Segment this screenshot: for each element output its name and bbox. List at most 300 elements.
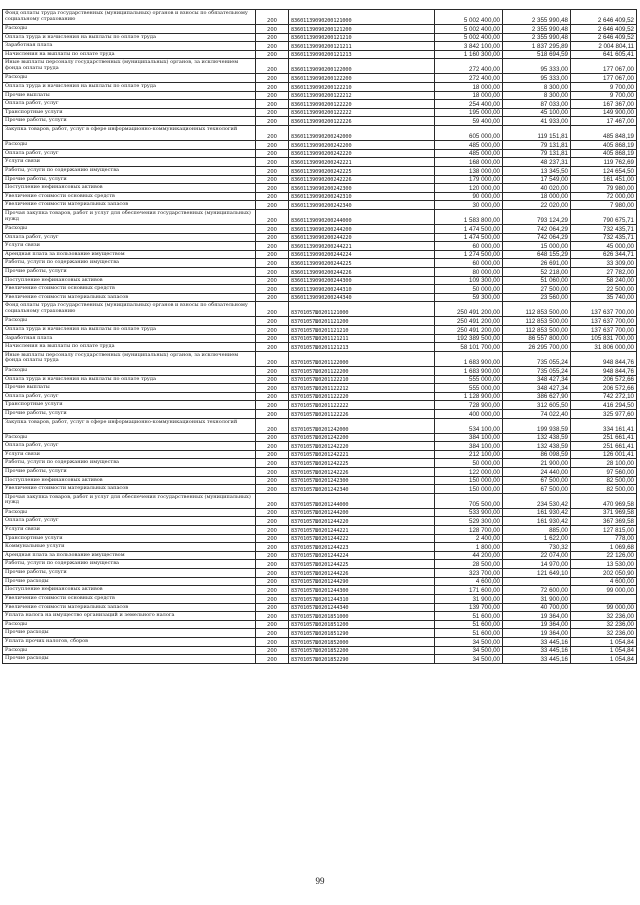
line-code-cell: 200 (256, 209, 289, 224)
executed-amount-cell: 348 427,34 (503, 375, 571, 384)
approved-amount-cell: 51 600,00 (435, 629, 503, 638)
unexecuted-amount-cell: 251 661,41 (571, 442, 637, 451)
approved-amount-cell: 272 400,00 (435, 59, 503, 74)
executed-amount-cell: 21 900,00 (503, 459, 571, 468)
line-code-cell: 200 (256, 375, 289, 384)
line-code-cell: 200 (256, 59, 289, 74)
unexecuted-amount-cell: 206 572,66 (571, 384, 637, 393)
table-row (3, 620, 637, 629)
table-row (3, 603, 637, 612)
executed-amount-cell: 22 020,00 (503, 201, 571, 210)
table-row (3, 25, 637, 34)
item-name-cell: Прочие работы, услуги (3, 117, 256, 126)
classification-code-cell: 83701057Ш0201244220 (289, 517, 435, 526)
line-code-cell: 200 (256, 560, 289, 569)
classification-code-cell: 83701057Ш0201244221 (289, 526, 435, 535)
executed-amount-cell: 86 098,59 (503, 450, 571, 459)
table-row (3, 401, 637, 410)
classification-code-cell: 83601139090200244000 (289, 209, 435, 224)
item-name-cell: Расходы (3, 646, 256, 655)
classification-code-cell: 83701057Ш0201122226 (289, 409, 435, 418)
table-row (3, 74, 637, 83)
approved-amount-cell: 1 274 500,00 (435, 250, 503, 259)
approved-amount-cell: 138 000,00 (435, 166, 503, 175)
classification-code-cell: 83701057Ш0201122200 (289, 366, 435, 375)
unexecuted-amount-cell: 32 236,00 (571, 620, 637, 629)
item-name-cell: Прочие работы, услуги (3, 409, 256, 418)
line-code-cell: 200 (256, 450, 289, 459)
classification-code-cell: 83701057Ш0201242221 (289, 450, 435, 459)
line-code-cell: 200 (256, 476, 289, 485)
line-code-cell: 200 (256, 384, 289, 393)
executed-amount-cell: 95 333,00 (503, 74, 571, 83)
line-code-cell: 200 (256, 83, 289, 92)
classification-code-cell: 83701057Ш0201851200 (289, 620, 435, 629)
approved-amount-cell: 1 474 500,00 (435, 224, 503, 233)
executed-amount-cell: 119 151,81 (503, 126, 571, 141)
classification-code-cell: 83701057Ш0201244340 (289, 603, 435, 612)
approved-amount-cell: 28 500,00 (435, 560, 503, 569)
approved-amount-cell: 1 800,00 (435, 543, 503, 552)
executed-amount-cell: 86 557 800,00 (503, 334, 571, 343)
table-row (3, 433, 637, 442)
line-code-cell: 200 (256, 166, 289, 175)
line-code-cell: 200 (256, 250, 289, 259)
line-code-cell: 200 (256, 543, 289, 552)
approved-amount-cell: 5 002 400,00 (435, 25, 503, 34)
item-name-cell: Расходы (3, 74, 256, 83)
executed-amount-cell: 2 355 990,48 (503, 25, 571, 34)
approved-amount-cell: 51 600,00 (435, 620, 503, 629)
executed-amount-cell: 15 000,00 (503, 242, 571, 251)
item-name-cell: Оплата труда и начисления на выплаты по оплате труда (3, 375, 256, 384)
item-name-cell: Фонд оплаты труда государственных (муниципальных) органов и взносы по обязательному социальному страхованию (3, 302, 256, 317)
table-row (3, 392, 637, 401)
table-row (3, 493, 637, 508)
table-row (3, 59, 637, 74)
classification-code-cell: 83601139090200122220 (289, 100, 435, 109)
approved-amount-cell: 534 100,00 (435, 418, 503, 433)
table-row (3, 534, 637, 543)
classification-code-cell: 83601139090200244221 (289, 242, 435, 251)
executed-amount-cell (503, 577, 571, 586)
line-code-cell: 200 (256, 637, 289, 646)
approved-amount-cell: 272 400,00 (435, 74, 503, 83)
item-name-cell: Заработная плата (3, 334, 256, 343)
line-code-cell: 200 (256, 526, 289, 535)
approved-amount-cell: 44 200,00 (435, 551, 503, 560)
approved-amount-cell: 250 491 200,00 (435, 317, 503, 326)
item-name-cell: Прочая закупка товаров, работ и услуг для обеспечения государственных (муниципальных) нужд (3, 493, 256, 508)
item-name-cell: Закупка товаров, работ, услуг в сфере информационно-коммуникационных технологий (3, 126, 256, 141)
line-code-cell: 200 (256, 442, 289, 451)
item-name-cell: Работы, услуги по содержанию имущества (3, 259, 256, 268)
unexecuted-amount-cell: 2 646 409,52 (571, 10, 637, 25)
executed-amount-cell: 67 500,00 (503, 485, 571, 494)
approved-amount-cell: 34 500,00 (435, 646, 503, 655)
unexecuted-amount-cell: 485 848,19 (571, 126, 637, 141)
classification-code-cell: 83601139090200122000 (289, 59, 435, 74)
unexecuted-amount-cell: 22 126,00 (571, 551, 637, 560)
table-row (3, 551, 637, 560)
item-name-cell: Прочие работы, услуги (3, 268, 256, 277)
item-name-cell: Услуги связи (3, 158, 256, 167)
classification-code-cell: 83601139090200121200 (289, 25, 435, 34)
approved-amount-cell: 18 000,00 (435, 83, 503, 92)
line-code-cell: 200 (256, 268, 289, 277)
line-code-cell: 200 (256, 586, 289, 595)
unexecuted-amount-cell: 4 600,00 (571, 577, 637, 586)
classification-code-cell: 83601139090200242000 (289, 126, 435, 141)
item-name-cell: Услуги связи (3, 526, 256, 535)
table-row (3, 276, 637, 285)
classification-code-cell: 83701057Ш0201242225 (289, 459, 435, 468)
unexecuted-amount-cell: 105 831 700,00 (571, 334, 637, 343)
executed-amount-cell: 234 530,42 (503, 493, 571, 508)
classification-code-cell: 83601139090200242226 (289, 175, 435, 184)
item-name-cell: Работы, услуги по содержанию имущества (3, 459, 256, 468)
approved-amount-cell: 192 389 500,00 (435, 334, 503, 343)
item-name-cell: Оплата труда и начисления на выплаты по оплате труда (3, 326, 256, 335)
unexecuted-amount-cell: 97 560,00 (571, 467, 637, 476)
approved-amount-cell: 555 000,00 (435, 384, 503, 393)
line-code-cell: 200 (256, 433, 289, 442)
item-name-cell: Увеличение стоимости материальных запасов (3, 201, 256, 210)
unexecuted-amount-cell: 124 654,50 (571, 166, 637, 175)
executed-amount-cell: 87 033,00 (503, 100, 571, 109)
table-row (3, 192, 637, 201)
executed-amount-cell: 386 627,90 (503, 392, 571, 401)
table-row (3, 543, 637, 552)
approved-amount-cell: 1 683 900,00 (435, 351, 503, 366)
item-name-cell: Иные выплаты персоналу государственных (муниципальных) органов, за исключением фонда оплаты труда (3, 59, 256, 74)
executed-amount-cell: 112 853 500,00 (503, 302, 571, 317)
approved-amount-cell: 2 400,00 (435, 534, 503, 543)
approved-amount-cell: 705 500,00 (435, 493, 503, 508)
item-name-cell: Оплата работ, услуг (3, 442, 256, 451)
line-code-cell: 200 (256, 655, 289, 664)
classification-code-cell: 83601139090200122210 (289, 83, 435, 92)
executed-amount-cell: 40 020,00 (503, 184, 571, 193)
table-row (3, 259, 637, 268)
item-name-cell: Иные выплаты персоналу государственных (муниципальных) органов, за исключением фонда оплаты труда (3, 351, 256, 366)
executed-amount-cell: 48 237,31 (503, 158, 571, 167)
classification-code-cell: 83701057Ш0201244300 (289, 586, 435, 595)
table-row (3, 108, 637, 117)
item-name-cell: Оплата работ, услуг (3, 392, 256, 401)
table-row (3, 526, 637, 535)
approved-amount-cell: 5 002 400,00 (435, 10, 503, 25)
executed-amount-cell: 348 427,34 (503, 384, 571, 393)
classification-code-cell: 83701057Ш0201244223 (289, 543, 435, 552)
table-row (3, 293, 637, 302)
approved-amount-cell: 168 000,00 (435, 158, 503, 167)
item-name-cell: Поступление нефинансовых активов (3, 476, 256, 485)
table-row (3, 375, 637, 384)
unexecuted-amount-cell: 334 161,41 (571, 418, 637, 433)
classification-code-cell: 83701057Ш0201242000 (289, 418, 435, 433)
executed-amount-cell: 22 074,00 (503, 551, 571, 560)
unexecuted-amount-cell: 641 605,41 (571, 50, 637, 59)
item-name-cell: Арендная плата за пользование имуществом (3, 551, 256, 560)
executed-amount-cell: 24 440,00 (503, 467, 571, 476)
approved-amount-cell: 384 100,00 (435, 442, 503, 451)
item-name-cell: Начисления на выплаты по оплате труда (3, 343, 256, 352)
table-row (3, 50, 637, 59)
unexecuted-amount-cell: 948 844,76 (571, 351, 637, 366)
item-name-cell: Оплата работ, услуг (3, 149, 256, 158)
approved-amount-cell: 18 000,00 (435, 91, 503, 100)
approved-amount-cell: 3 842 100,00 (435, 42, 503, 51)
line-code-cell: 200 (256, 33, 289, 42)
item-name-cell: Закупка товаров, работ, услуг в сфере информационно-коммуникационных технологий (3, 418, 256, 433)
approved-amount-cell: 1 128 900,00 (435, 392, 503, 401)
unexecuted-amount-cell: 161 451,00 (571, 175, 637, 184)
line-code-cell: 200 (256, 508, 289, 517)
line-code-cell: 200 (256, 401, 289, 410)
line-code-cell: 200 (256, 224, 289, 233)
line-code-cell: 200 (256, 302, 289, 317)
approved-amount-cell: 34 500,00 (435, 655, 503, 664)
table-row (3, 467, 637, 476)
table-row (3, 517, 637, 526)
executed-amount-cell: 742 064,29 (503, 233, 571, 242)
line-code-cell: 200 (256, 392, 289, 401)
approved-amount-cell: 139 700,00 (435, 603, 503, 612)
table-row (3, 317, 637, 326)
executed-amount-cell: 112 853 500,00 (503, 326, 571, 335)
executed-amount-cell: 95 333,00 (503, 59, 571, 74)
classification-code-cell: 83701057Ш0201121210 (289, 326, 435, 335)
classification-code-cell: 83601139090200244225 (289, 259, 435, 268)
line-code-cell: 200 (256, 594, 289, 603)
unexecuted-amount-cell: 126 001,41 (571, 450, 637, 459)
unexecuted-amount-cell: 45 000,00 (571, 242, 637, 251)
classification-code-cell: 83601139090200244226 (289, 268, 435, 277)
line-code-cell: 200 (256, 612, 289, 621)
classification-code-cell: 83601139090200242300 (289, 184, 435, 193)
approved-amount-cell: 485 000,00 (435, 141, 503, 150)
line-code-cell: 200 (256, 117, 289, 126)
approved-amount-cell: 50 000,00 (435, 459, 503, 468)
classification-code-cell: 83701057Ш0201242200 (289, 433, 435, 442)
classification-code-cell: 83601139090200122200 (289, 74, 435, 83)
table-row (3, 209, 637, 224)
line-code-cell: 200 (256, 467, 289, 476)
approved-amount-cell: 1 583 800,00 (435, 209, 503, 224)
table-row (3, 242, 637, 251)
executed-amount-cell: 40 700,00 (503, 603, 571, 612)
executed-amount-cell: 33 445,16 (503, 646, 571, 655)
line-code-cell: 200 (256, 91, 289, 100)
classification-code-cell: 83601139090200121000 (289, 10, 435, 25)
executed-amount-cell: 52 218,00 (503, 268, 571, 277)
table-row (3, 175, 637, 184)
line-code-cell: 200 (256, 620, 289, 629)
classification-code-cell: 83601139090200244200 (289, 224, 435, 233)
approved-amount-cell: 171 600,00 (435, 586, 503, 595)
executed-amount-cell: 17 549,00 (503, 175, 571, 184)
table-row (3, 366, 637, 375)
unexecuted-amount-cell: 1 054,84 (571, 655, 637, 664)
executed-amount-cell: 33 445,16 (503, 637, 571, 646)
classification-code-cell: 83701057Ш0201851000 (289, 612, 435, 621)
unexecuted-amount-cell: 72 000,00 (571, 192, 637, 201)
line-code-cell: 200 (256, 629, 289, 638)
item-name-cell: Увеличение стоимости материальных запасов (3, 293, 256, 302)
approved-amount-cell: 31 900,00 (435, 594, 503, 603)
unexecuted-amount-cell: 325 977,60 (571, 409, 637, 418)
item-name-cell: Увеличение стоимости материальных запасов (3, 485, 256, 494)
table-row (3, 459, 637, 468)
line-code-cell: 200 (256, 74, 289, 83)
executed-amount-cell: 730,32 (503, 543, 571, 552)
executed-amount-cell: 45 100,00 (503, 108, 571, 117)
executed-amount-cell: 793 124,29 (503, 209, 571, 224)
unexecuted-amount-cell: 58 240,00 (571, 276, 637, 285)
classification-code-cell: 83601139090200244310 (289, 285, 435, 294)
line-code-cell: 200 (256, 493, 289, 508)
item-name-cell: Расходы (3, 317, 256, 326)
table-row (3, 577, 637, 586)
classification-code-cell: 83601139090200121211 (289, 42, 435, 51)
classification-code-cell: 83701057Ш0201121211 (289, 334, 435, 343)
classification-code-cell: 83601139090200121213 (289, 50, 435, 59)
line-code-cell: 200 (256, 233, 289, 242)
executed-amount-cell: 885,00 (503, 526, 571, 535)
line-code-cell: 200 (256, 42, 289, 51)
unexecuted-amount-cell: 371 969,58 (571, 508, 637, 517)
table-row (3, 42, 637, 51)
unexecuted-amount-cell: 17 467,00 (571, 117, 637, 126)
unexecuted-amount-cell: 22 500,00 (571, 285, 637, 294)
table-row (3, 326, 637, 335)
unexecuted-amount-cell: 9 700,00 (571, 91, 637, 100)
unexecuted-amount-cell: 167 367,00 (571, 100, 637, 109)
line-code-cell: 200 (256, 569, 289, 578)
line-code-cell: 200 (256, 192, 289, 201)
line-code-cell: 200 (256, 459, 289, 468)
item-name-cell: Прочие расходы (3, 655, 256, 664)
unexecuted-amount-cell: 626 344,71 (571, 250, 637, 259)
executed-amount-cell: 79 131,81 (503, 149, 571, 158)
approved-amount-cell: 51 600,00 (435, 612, 503, 621)
table-row (3, 302, 637, 317)
approved-amount-cell: 30 000,00 (435, 201, 503, 210)
unexecuted-amount-cell: 177 067,00 (571, 74, 637, 83)
line-code-cell: 200 (256, 259, 289, 268)
item-name-cell: Поступление нефинансовых активов (3, 586, 256, 595)
approved-amount-cell: 323 700,00 (435, 569, 503, 578)
table-row (3, 646, 637, 655)
table-row (3, 100, 637, 109)
classification-code-cell: 83701057Ш0201122210 (289, 375, 435, 384)
table-row (3, 158, 637, 167)
classification-code-cell: 83701057Ш0201121213 (289, 343, 435, 352)
unexecuted-amount-cell: 28 100,00 (571, 459, 637, 468)
table-row (3, 149, 637, 158)
item-name-cell: Услуги связи (3, 450, 256, 459)
executed-amount-cell: 19 364,00 (503, 620, 571, 629)
approved-amount-cell: 120 000,00 (435, 184, 503, 193)
line-code-cell: 200 (256, 126, 289, 141)
table-row (3, 343, 637, 352)
unexecuted-amount-cell: 137 637 700,00 (571, 302, 637, 317)
unexecuted-amount-cell: 127 815,00 (571, 526, 637, 535)
item-name-cell: Заработная плата (3, 42, 256, 51)
line-code-cell: 200 (256, 158, 289, 167)
table-row (3, 655, 637, 664)
table-row (3, 594, 637, 603)
line-code-cell: 200 (256, 317, 289, 326)
unexecuted-amount-cell: 405 868,19 (571, 149, 637, 158)
item-name-cell: Расходы (3, 620, 256, 629)
item-name-cell: Фонд оплаты труда государственных (муниципальных) органов и взносы по обязательному социальному страхованию (3, 10, 256, 25)
approved-amount-cell: 1 474 500,00 (435, 233, 503, 242)
executed-amount-cell: 72 600,00 (503, 586, 571, 595)
item-name-cell: Начисления на выплаты по оплате труда (3, 50, 256, 59)
line-code-cell: 200 (256, 276, 289, 285)
executed-amount-cell: 19 364,00 (503, 629, 571, 638)
unexecuted-amount-cell: 99 000,00 (571, 586, 637, 595)
item-name-cell: Оплата работ, услуг (3, 517, 256, 526)
approved-amount-cell: 122 000,00 (435, 467, 503, 476)
classification-code-cell: 83601139090200242225 (289, 166, 435, 175)
unexecuted-amount-cell: 742 272,10 (571, 392, 637, 401)
executed-amount-cell: 41 933,00 (503, 117, 571, 126)
classification-code-cell: 83601139090200242340 (289, 201, 435, 210)
unexecuted-amount-cell: 7 980,00 (571, 201, 637, 210)
classification-code-cell: 83701057Ш0201242220 (289, 442, 435, 451)
item-name-cell: Увеличение стоимости материальных запасов (3, 603, 256, 612)
line-code-cell: 200 (256, 175, 289, 184)
unexecuted-amount-cell: 137 637 700,00 (571, 326, 637, 335)
line-code-cell: 200 (256, 551, 289, 560)
table-row (3, 560, 637, 569)
table-row (3, 184, 637, 193)
approved-amount-cell: 533 900,00 (435, 508, 503, 517)
classification-code-cell: 83601139090200242200 (289, 141, 435, 150)
executed-amount-cell: 312 605,50 (503, 401, 571, 410)
line-code-cell: 200 (256, 285, 289, 294)
executed-amount-cell: 8 300,00 (503, 83, 571, 92)
classification-code-cell: 83701057Ш0201122222 (289, 401, 435, 410)
line-code-cell: 200 (256, 108, 289, 117)
executed-amount-cell: 161 930,42 (503, 517, 571, 526)
executed-amount-cell: 79 131,81 (503, 141, 571, 150)
table-row (3, 334, 637, 343)
table-row (3, 10, 637, 25)
item-name-cell: Оплата работ, услуг (3, 233, 256, 242)
item-name-cell: Прочая закупка товаров, работ и услуг для обеспечения государственных (муниципальных) нужд (3, 209, 256, 224)
executed-amount-cell: 2 355 990,48 (503, 10, 571, 25)
approved-amount-cell: 150 000,00 (435, 485, 503, 494)
unexecuted-amount-cell: 82 500,00 (571, 485, 637, 494)
approved-amount-cell: 400 000,00 (435, 409, 503, 418)
item-name-cell: Увеличение стоимости основных средств (3, 192, 256, 201)
line-code-cell: 200 (256, 25, 289, 34)
item-name-cell: Расходы (3, 25, 256, 34)
item-name-cell: Увеличение стоимости основных средств (3, 594, 256, 603)
line-code-cell: 200 (256, 485, 289, 494)
unexecuted-amount-cell: 778,00 (571, 534, 637, 543)
classification-code-cell: 83701057Ш0201244225 (289, 560, 435, 569)
table-row (3, 569, 637, 578)
executed-amount-cell: 1 622,00 (503, 534, 571, 543)
line-code-cell: 200 (256, 149, 289, 158)
classification-code-cell: 83601139090200244300 (289, 276, 435, 285)
table-row (3, 418, 637, 433)
